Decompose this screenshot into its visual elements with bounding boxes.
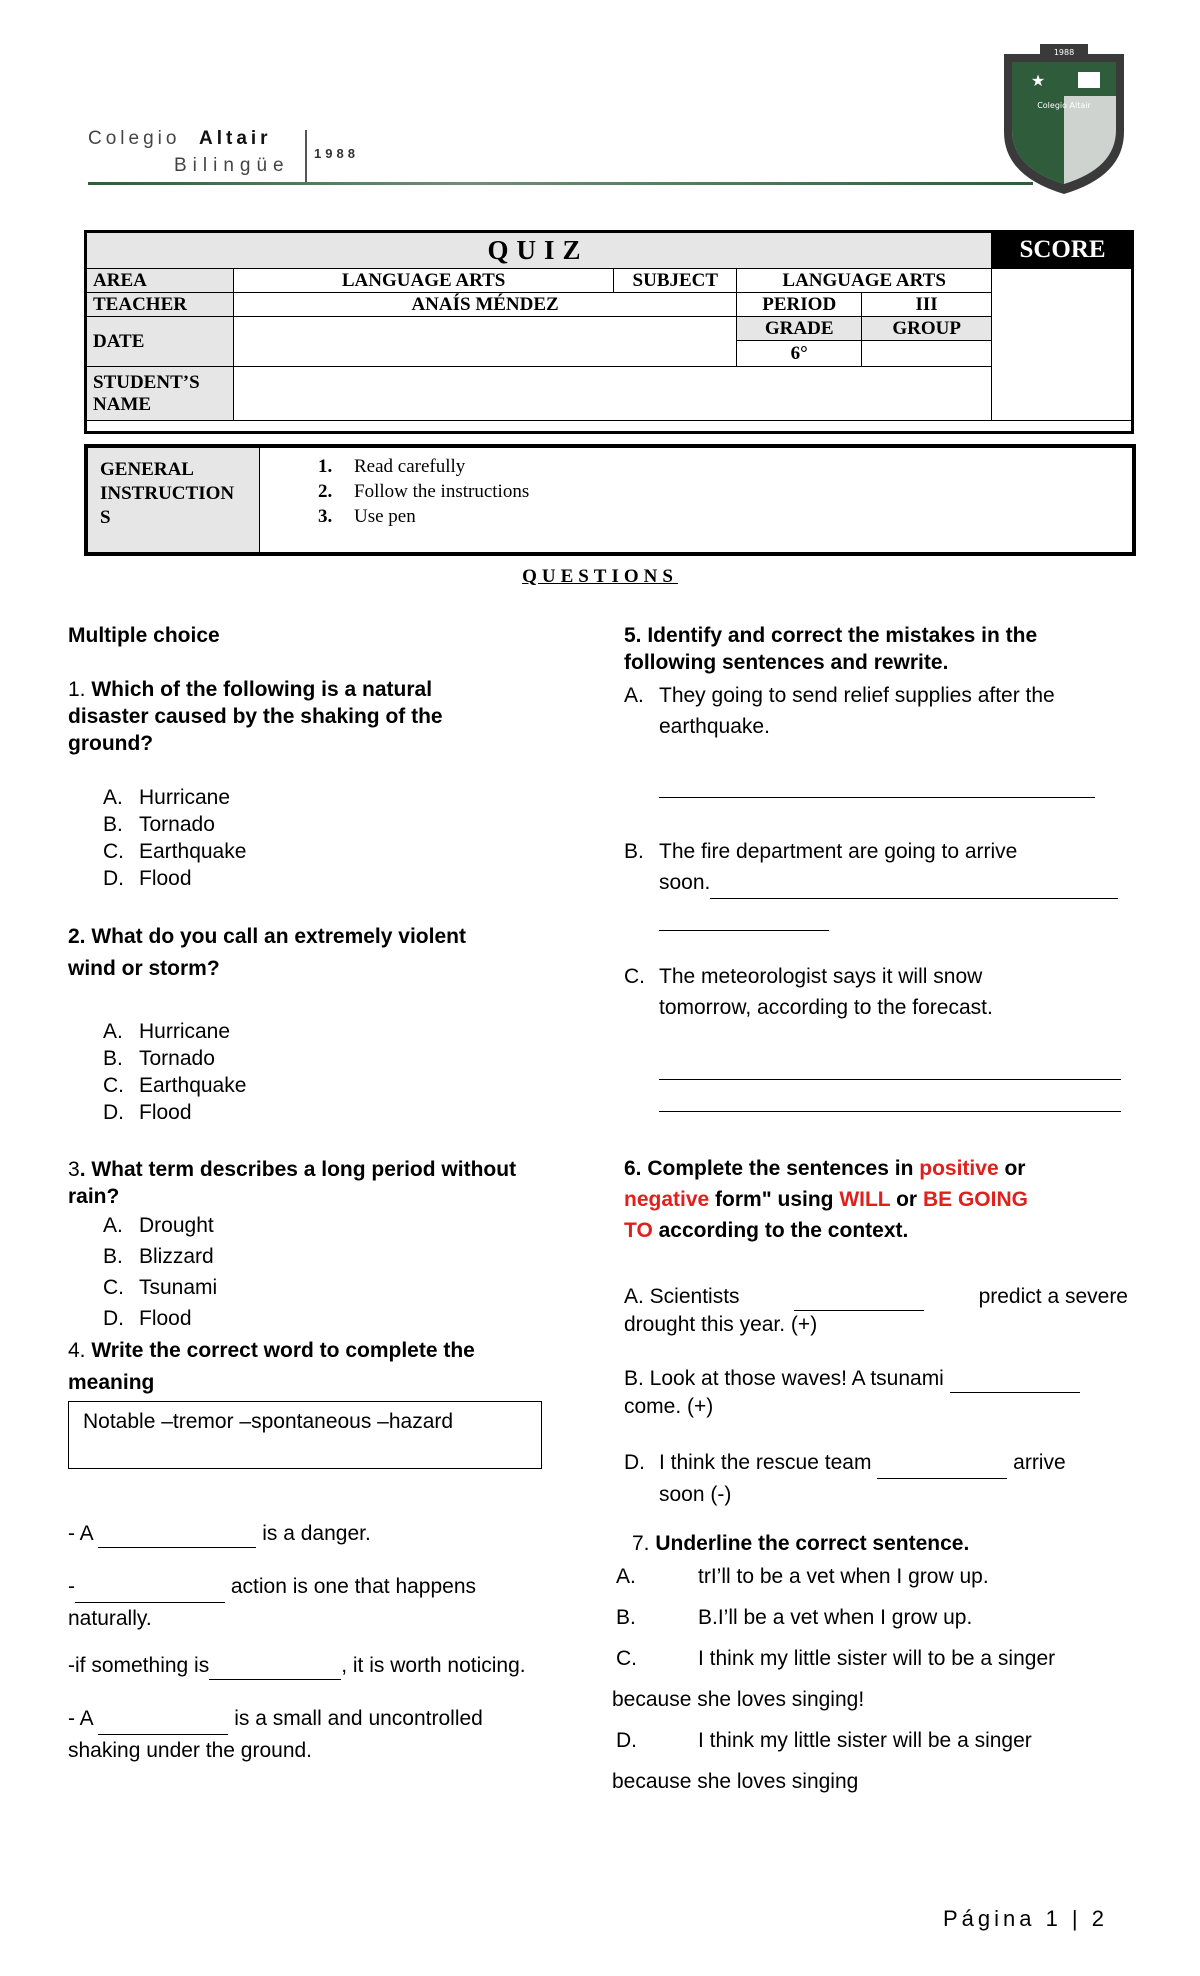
logo-divider	[305, 130, 307, 182]
question-2: 2. What do you call an extremely violent wind or storm?	[68, 925, 466, 980]
subject-label: SUBJECT	[614, 269, 737, 293]
option-c[interactable]: C. I think my little sister will to be a singer because she loves singing!	[612, 1647, 1056, 1711]
option-a[interactable]: A. Drought	[103, 1214, 214, 1237]
area-label: AREA	[85, 269, 234, 293]
question-3: 3. What term describes a long period without rain?	[68, 1158, 517, 1208]
option-a[interactable]: A. Hurricane	[103, 786, 231, 809]
instructions-list	[318, 454, 529, 529]
option-c[interactable]: C. Earthquake	[103, 840, 247, 863]
quiz-info-table	[84, 230, 1134, 421]
score-field[interactable]	[992, 269, 1134, 421]
option-b[interactable]: B. Blizzard	[103, 1245, 214, 1268]
instructions-label: GENERAL INSTRUCTION S	[88, 448, 260, 552]
q6-item-b: B. Look at those waves! A tsunami come. (+)	[624, 1365, 1134, 1420]
group-label: GROUP	[862, 317, 992, 341]
option-d[interactable]: D. I think my little sister will be a singer because she loves singing	[612, 1729, 1032, 1793]
option-c[interactable]: C. Tsunami	[103, 1276, 218, 1299]
option-b[interactable]: B. B.I’ll be a vet when I grow up.	[616, 1606, 973, 1629]
instruction-item: 2. Follow the instructions	[318, 481, 530, 502]
header-rule	[88, 182, 1033, 185]
date-label: DATE	[85, 317, 234, 367]
question-6: 6. Complete the sentences in positive or negative form" using WILL or BE GOING TO according to the context.	[624, 1157, 1028, 1242]
answer-blank[interactable]	[877, 1447, 1007, 1479]
answer-line[interactable]	[659, 1079, 1121, 1080]
answer-blank[interactable]	[209, 1652, 341, 1680]
option-d[interactable]: D. Flood	[103, 1307, 192, 1330]
answer-blank[interactable]	[950, 1365, 1080, 1393]
school-year: 1988	[314, 146, 359, 161]
quiz-title: QUIZ	[85, 231, 992, 269]
q6-item-a: A. Scientists predict a severe drought this year. (+)	[624, 1285, 1128, 1336]
question-5: 5. Identify and correct the mistakes in the following sentences and rewrite.	[624, 624, 1038, 674]
answer-blank[interactable]	[659, 899, 829, 931]
period-label: PERIOD	[737, 293, 862, 317]
q5-item-c: C. The meteorologist says it will snow tomorrow, according to the forecast.	[624, 965, 993, 1019]
q6-item-d: D. I think the rescue team arrive soon (-)	[624, 1447, 1066, 1510]
date-field[interactable]	[233, 317, 736, 367]
general-instructions	[84, 444, 1136, 556]
q5-item-b: B. The fire department are going to arrive soon.	[624, 836, 1134, 931]
subject-value: LANGUAGE ARTS	[737, 269, 992, 293]
teacher-label: TEACHER	[85, 293, 234, 317]
question-1: 1. Which of the following is a natural disaster caused by the shaking of the ground?	[68, 678, 443, 755]
question-2-options	[103, 1018, 246, 1126]
crest-text: Colegio Altair	[1037, 101, 1091, 110]
option-a[interactable]: A. Hurricane	[103, 1020, 231, 1043]
period-value: III	[862, 293, 992, 317]
school-name-line1: Colegio Altair	[88, 128, 272, 149]
question-1-options	[103, 784, 246, 892]
answer-blank[interactable]	[98, 1703, 228, 1735]
q4-line-1: - A is a danger.	[68, 1520, 371, 1548]
question-7: 7. Underline the correct sentence.	[632, 1532, 970, 1555]
q5-item-a: A. They going to send relief supplies after the earthquake.	[624, 684, 1055, 738]
answer-line[interactable]	[659, 1111, 1121, 1112]
option-d[interactable]: D. Flood	[103, 1101, 192, 1124]
svg-text:★: ★	[1030, 71, 1046, 90]
section-multiple-choice: Multiple choice	[68, 624, 220, 647]
grade-label: GRADE	[737, 317, 862, 341]
school-name-line2: Bilingüe	[174, 155, 290, 176]
question-7-options	[612, 1556, 1152, 1802]
q4-line-2: - action is one that happens naturally.	[68, 1571, 588, 1634]
area-value: LANGUAGE ARTS	[233, 269, 613, 293]
instruction-item: 3. Use pen	[318, 506, 416, 527]
answer-blank[interactable]	[794, 1283, 924, 1311]
school-crest-icon	[1000, 36, 1128, 196]
answer-blank[interactable]	[98, 1520, 256, 1548]
student-name-field[interactable]	[233, 367, 991, 421]
score-label: SCORE	[992, 231, 1134, 269]
word-bank-box: Notable –tremor –spontaneous –hazard	[68, 1401, 542, 1469]
q4-line-4: - A is a small and uncontrolled shaking under the ground.	[68, 1703, 588, 1766]
grade-value: 6°	[737, 341, 862, 367]
questions-heading: QUESTIONS	[522, 566, 678, 587]
student-name-label: STUDENT’S NAME	[85, 367, 234, 421]
option-a[interactable]: A. trI’ll to be a vet when I grow up.	[616, 1565, 989, 1588]
q4-line-3: -if something is , it is worth noticing.	[68, 1652, 526, 1680]
answer-blank[interactable]	[75, 1571, 225, 1603]
instruction-item: 1. Read carefully	[318, 456, 466, 477]
teacher-value: ANAÍS MÉNDEZ	[233, 293, 736, 317]
option-d[interactable]: D. Flood	[103, 867, 192, 890]
question-3-options	[103, 1210, 217, 1334]
option-b[interactable]: B. Tornado	[103, 1047, 215, 1070]
option-c[interactable]: C. Earthquake	[103, 1074, 247, 1097]
question-4: 4. Write the correct word to complete the meaning	[68, 1339, 475, 1394]
crest-year: 1988	[1053, 48, 1075, 57]
answer-blank[interactable]	[710, 867, 1118, 899]
option-b[interactable]: B. Tornado	[103, 813, 215, 836]
page-number: Página 1 | 2	[942, 1906, 1108, 1931]
answer-line[interactable]	[659, 797, 1095, 798]
group-field[interactable]	[862, 341, 992, 367]
